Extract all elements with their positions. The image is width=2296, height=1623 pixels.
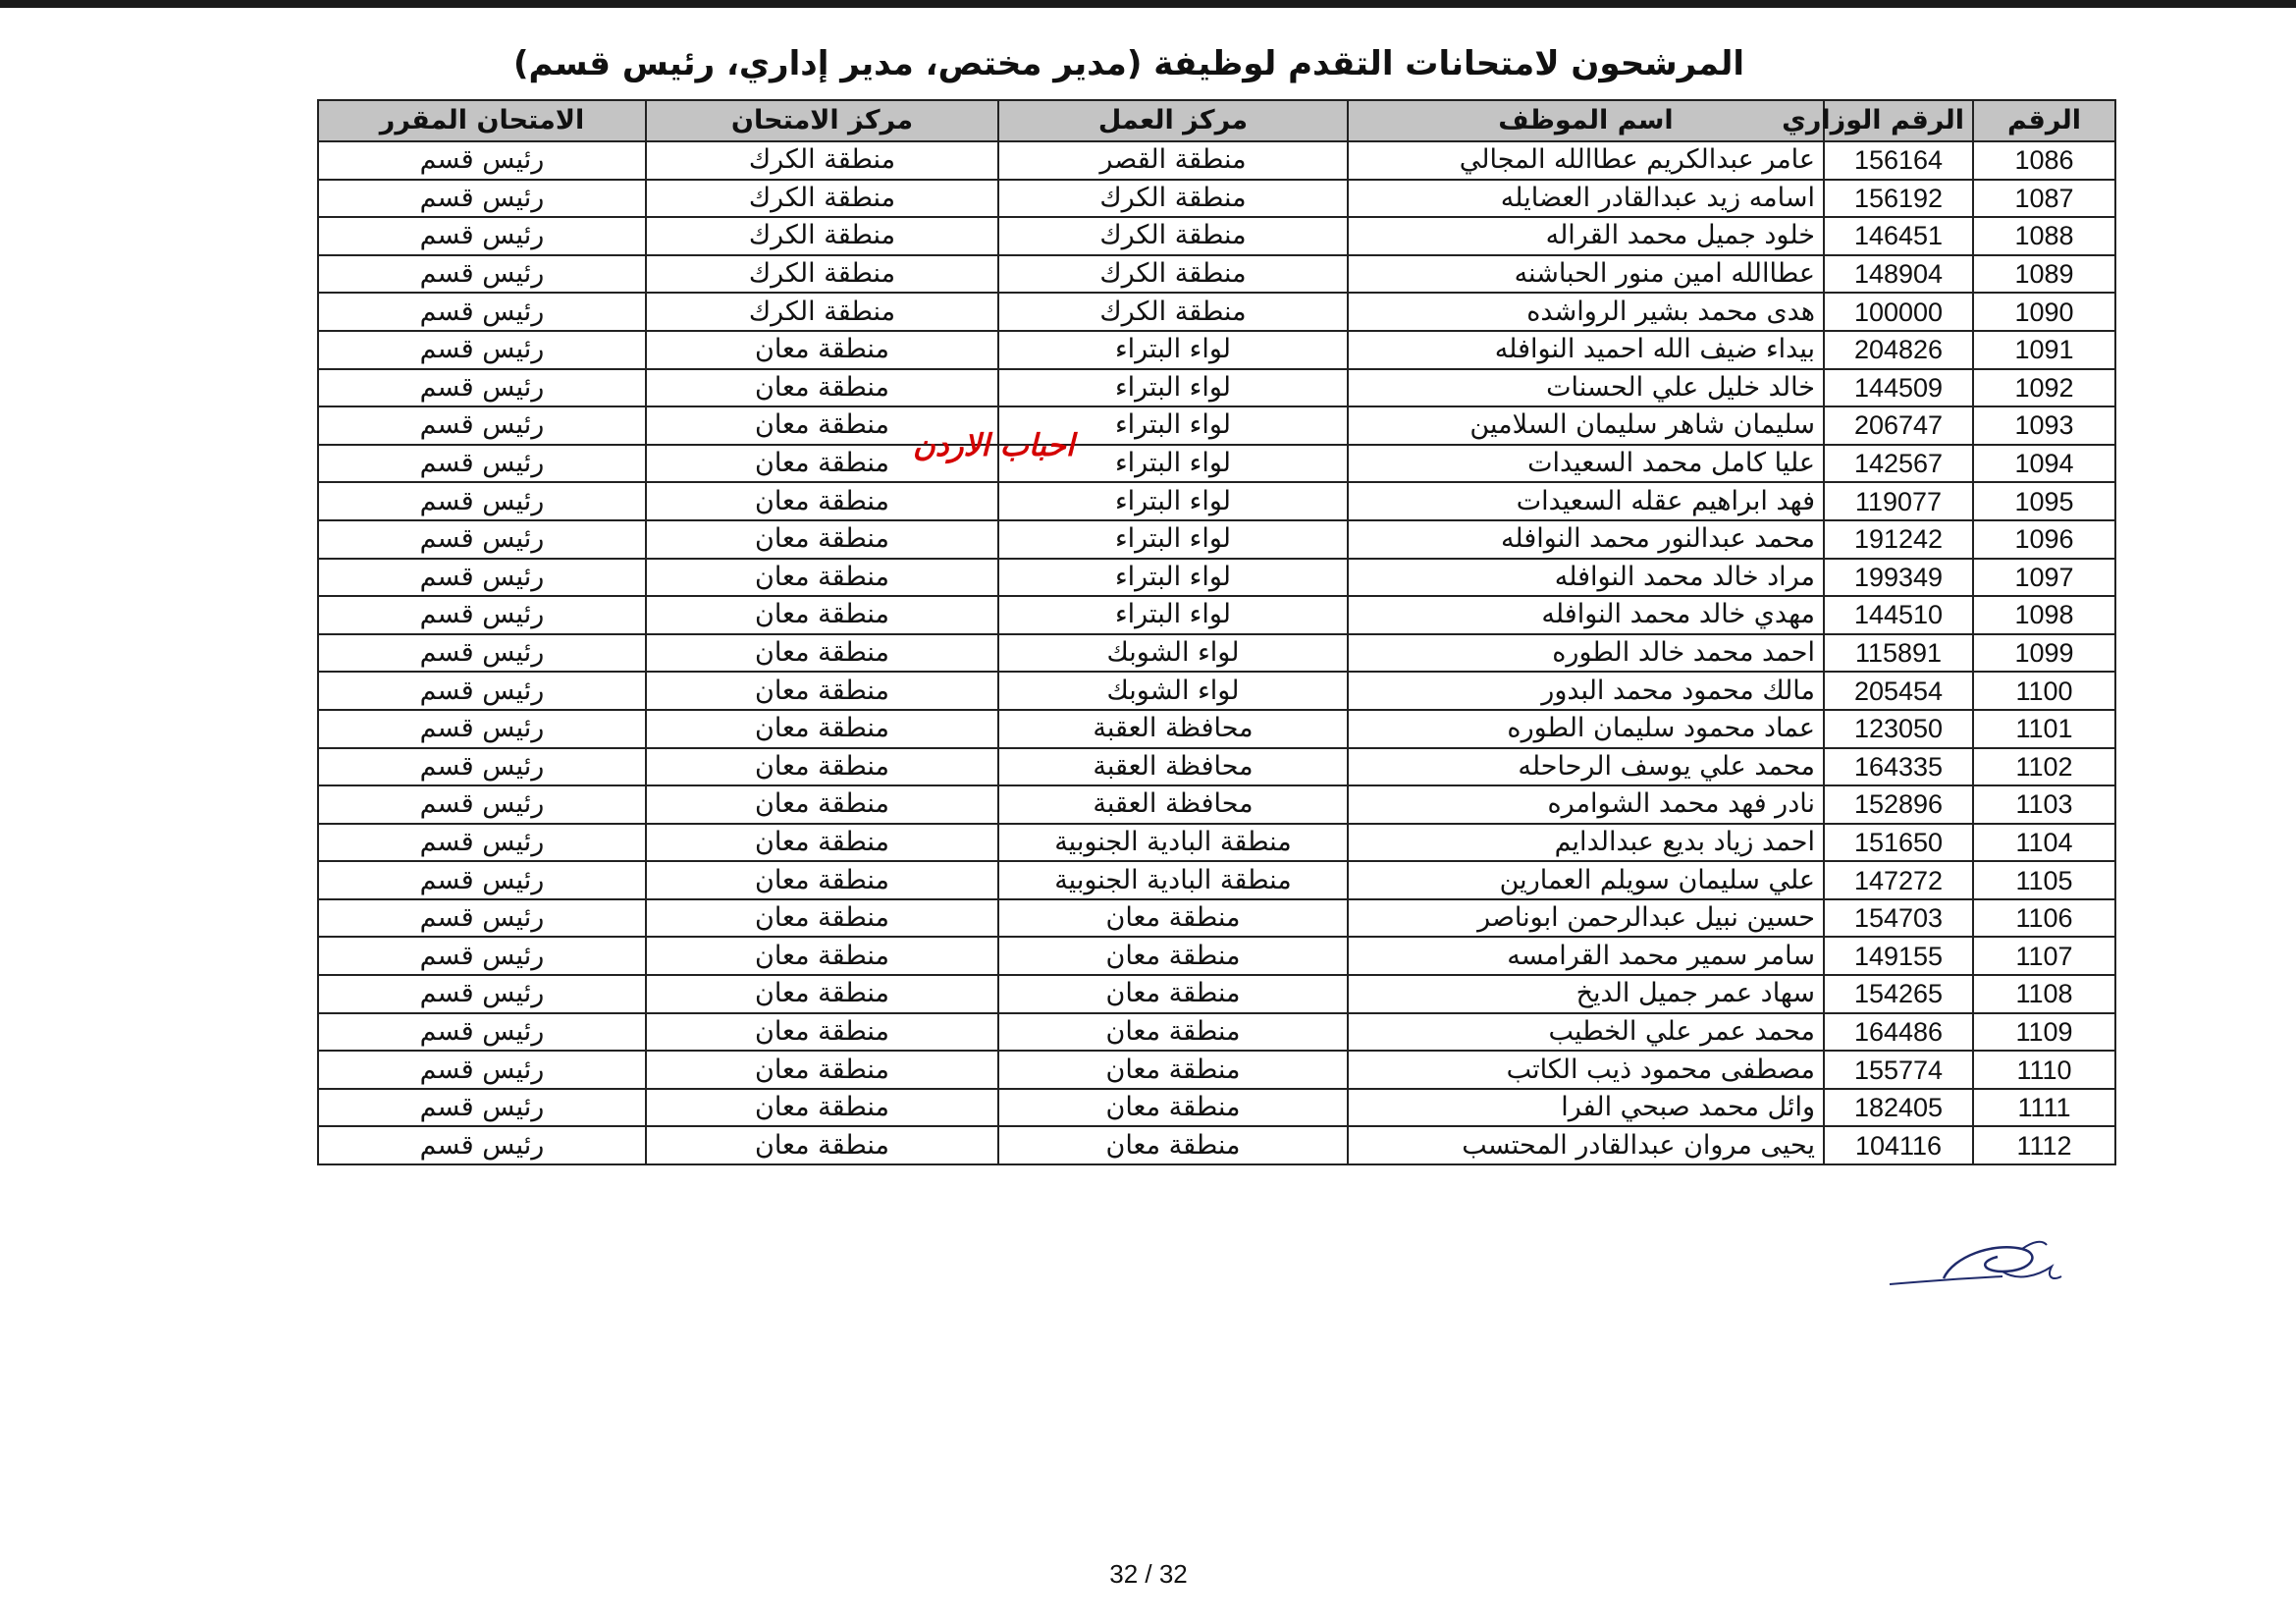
cell-employee-name: عطاالله امين منور الحباشنه [1348,255,1824,294]
cell-work-center: محافظة العقبة [998,785,1348,824]
cell-work-center: منطقة الكرك [998,217,1348,255]
cell-exam: رئيس قسم [318,180,646,218]
cell-exam-center: منطقة معان [646,596,998,634]
cell-work-center: منطقة البادية الجنوبية [998,861,1348,899]
cell-work-center: لواء البتراء [998,331,1348,369]
cell-work-center: لواء البتراء [998,596,1348,634]
cell-num: 1111 [1973,1089,2115,1127]
cell-work-center: منطقة الكرك [998,255,1348,294]
cell-num: 1092 [1973,369,2115,407]
cell-ministry-num: 115891 [1824,634,1973,673]
cell-num: 1091 [1973,331,2115,369]
cell-exam: رئيس قسم [318,899,646,938]
cell-exam-center: منطقة الكرك [646,180,998,218]
cell-employee-name: علي سليمان سويلم العمارين [1348,861,1824,899]
cell-work-center: منطقة معان [998,937,1348,975]
table-row [318,520,2115,559]
cell-num: 1103 [1973,785,2115,824]
cell-exam: رئيس قسم [318,559,646,597]
cell-exam: رئيس قسم [318,975,646,1013]
cell-num: 1108 [1973,975,2115,1013]
header-exam: الامتحان المقرر [318,100,646,141]
cell-employee-name: حسين نبيل عبدالرحمن ابوناصر [1348,899,1824,938]
cell-num: 1104 [1973,824,2115,862]
cell-exam: رئيس قسم [318,937,646,975]
cell-work-center: منطقة البادية الجنوبية [998,824,1348,862]
table-row [318,180,2115,218]
cell-employee-name: عامر عبدالكريم عطاالله المجالي [1348,141,1824,180]
cell-employee-name: فهد ابراهيم عقله السعيدات [1348,482,1824,520]
cell-exam: رئيس قسم [318,1126,646,1164]
cell-ministry-num: 123050 [1824,710,1973,748]
document-title: المرشحون لامتحانات التقدم لوظيفة (مدير مختص، مدير إداري، رئيس قسم) [512,44,1745,83]
cell-exam: رئيس قسم [318,520,646,559]
cell-exam-center: منطقة معان [646,1051,998,1089]
cell-exam: رئيس قسم [318,710,646,748]
header-num: الرقم [1973,100,2115,141]
cell-exam: رئيس قسم [318,861,646,899]
cell-employee-name: احمد محمد خالد الطوره [1348,634,1824,673]
cell-exam-center: منطقة معان [646,559,998,597]
table-row [318,1051,2115,1089]
cell-employee-name: محمد عمر علي الخطيب [1348,1013,1824,1052]
candidates-table-container [317,99,2114,1165]
table-row [318,445,2115,483]
cell-ministry-num: 206747 [1824,406,1973,445]
cell-exam: رئيس قسم [318,217,646,255]
header-ministry-num: الرقم الوزاري [1824,100,1973,141]
cell-ministry-num: 205454 [1824,672,1973,710]
cell-exam: رئيس قسم [318,596,646,634]
cell-ministry-num: 155774 [1824,1051,1973,1089]
cell-employee-name: يحيى مروان عبدالقادر المحتسب [1348,1126,1824,1164]
cell-exam-center: منطقة معان [646,634,998,673]
cell-exam: رئيس قسم [318,482,646,520]
cell-exam: رئيس قسم [318,634,646,673]
cell-exam: رئيس قسم [318,445,646,483]
cell-exam-center: منطقة معان [646,445,998,483]
table-body [318,141,2115,1164]
cell-exam-center: منطقة معان [646,1089,998,1127]
cell-num: 1097 [1973,559,2115,597]
cell-ministry-num: 119077 [1824,482,1973,520]
cell-ministry-num: 199349 [1824,559,1973,597]
cell-exam-center: منطقة معان [646,1126,998,1164]
cell-exam-center: منطقة معان [646,785,998,824]
cell-work-center: لواء البتراء [998,406,1348,445]
cell-ministry-num: 164486 [1824,1013,1973,1052]
table-row [318,217,2115,255]
cell-employee-name: خالد خليل علي الحسنات [1348,369,1824,407]
cell-exam-center: منطقة معان [646,520,998,559]
cell-num: 1096 [1973,520,2115,559]
cell-employee-name: سامر سمير محمد القرامسه [1348,937,1824,975]
table-row [318,824,2115,862]
cell-exam-center: منطقة معان [646,824,998,862]
table-row [318,710,2115,748]
cell-employee-name: محمد عبدالنور محمد النوافله [1348,520,1824,559]
cell-employee-name: مالك محمود محمد البدور [1348,672,1824,710]
cell-ministry-num: 144509 [1824,369,1973,407]
cell-ministry-num: 104116 [1824,1126,1973,1164]
cell-exam: رئيس قسم [318,406,646,445]
cell-num: 1094 [1973,445,2115,483]
cell-work-center: منطقة معان [998,1089,1348,1127]
cell-ministry-num: 147272 [1824,861,1973,899]
cell-work-center: لواء البتراء [998,445,1348,483]
cell-num: 1087 [1973,180,2115,218]
cell-employee-name: خلود جميل محمد القراله [1348,217,1824,255]
cell-num: 1110 [1973,1051,2115,1089]
cell-num: 1112 [1973,1126,2115,1164]
cell-exam-center: منطقة معان [646,672,998,710]
cell-work-center: لواء الشوبك [998,672,1348,710]
cell-ministry-num: 148904 [1824,255,1973,294]
cell-exam-center: منطقة معان [646,482,998,520]
cell-num: 1107 [1973,937,2115,975]
page-number: 32 / 32 [1109,1559,1188,1589]
cell-exam: رئيس قسم [318,748,646,786]
cell-ministry-num: 156164 [1824,141,1973,180]
cell-employee-name: وائل محمد صبحي الفرا [1348,1089,1824,1127]
cell-num: 1099 [1973,634,2115,673]
cell-exam-center: منطقة الكرك [646,217,998,255]
table-header-row [318,100,2115,141]
cell-ministry-num: 156192 [1824,180,1973,218]
cell-exam-center: منطقة معان [646,899,998,938]
cell-ministry-num: 100000 [1824,293,1973,331]
cell-work-center: محافظة العقبة [998,748,1348,786]
cell-employee-name: اسامه زيد عبدالقادر العضايله [1348,180,1824,218]
table-row [318,861,2115,899]
cell-ministry-num: 204826 [1824,331,1973,369]
cell-employee-name: هدى محمد بشير الرواشده [1348,293,1824,331]
cell-num: 1105 [1973,861,2115,899]
table-row [318,596,2115,634]
cell-work-center: منطقة القصر [998,141,1348,180]
cell-exam-center: منطقة معان [646,975,998,1013]
cell-ministry-num: 151650 [1824,824,1973,862]
cell-exam-center: منطقة معان [646,369,998,407]
cell-exam: رئيس قسم [318,369,646,407]
header-employee-name: اسم الموظف [1348,100,1824,141]
table-row [318,975,2115,1013]
cell-employee-name: مراد خالد محمد النوافله [1348,559,1824,597]
signature-image [1885,1227,2071,1306]
table-row [318,331,2115,369]
header-exam-center: مركز الامتحان [646,100,998,141]
cell-employee-name: نادر فهد محمد الشوامره [1348,785,1824,824]
cell-employee-name: محمد علي يوسف الرحاحله [1348,748,1824,786]
cell-work-center: لواء البتراء [998,520,1348,559]
table-row [318,1126,2115,1164]
cell-exam-center: منطقة معان [646,1013,998,1052]
table-row [318,141,2115,180]
cell-exam: رئيس قسم [318,1089,646,1127]
cell-work-center: منطقة الكرك [998,180,1348,218]
cell-ministry-num: 182405 [1824,1089,1973,1127]
cell-ministry-num: 154265 [1824,975,1973,1013]
cell-work-center: منطقة معان [998,1126,1348,1164]
cell-work-center: منطقة معان [998,975,1348,1013]
cell-exam: رئيس قسم [318,1051,646,1089]
cell-exam: رئيس قسم [318,672,646,710]
cell-employee-name: سهاد عمر جميل الديخ [1348,975,1824,1013]
header-work-center: مركز العمل [998,100,1348,141]
cell-num: 1101 [1973,710,2115,748]
cell-work-center: منطقة الكرك [998,293,1348,331]
cell-ministry-num: 142567 [1824,445,1973,483]
cell-employee-name: مصطفى محمود ذيب الكاتب [1348,1051,1824,1089]
watermark-text: احباب الاردن [913,428,1075,463]
cell-num: 1089 [1973,255,2115,294]
table-row [318,785,2115,824]
cell-exam-center: منطقة معان [646,748,998,786]
page-top-border [0,0,2296,8]
cell-ministry-num: 154703 [1824,899,1973,938]
cell-employee-name: سليمان شاهر سليمان السلامين [1348,406,1824,445]
cell-exam-center: منطقة معان [646,937,998,975]
table-row [318,1013,2115,1052]
cell-employee-name: احمد زياد بديع عبدالدايم [1348,824,1824,862]
table-row [318,369,2115,407]
table-row [318,559,2115,597]
cell-exam: رئيس قسم [318,1013,646,1052]
cell-work-center: لواء الشوبك [998,634,1348,673]
cell-num: 1093 [1973,406,2115,445]
cell-exam: رئيس قسم [318,331,646,369]
table-row [318,406,2115,445]
cell-exam-center: منطقة معان [646,406,998,445]
cell-employee-name: مهدي خالد محمد النوافله [1348,596,1824,634]
cell-work-center: منطقة معان [998,1013,1348,1052]
cell-exam: رئيس قسم [318,785,646,824]
cell-work-center: منطقة معان [998,1051,1348,1089]
cell-ministry-num: 146451 [1824,217,1973,255]
cell-num: 1102 [1973,748,2115,786]
table-row [318,1089,2115,1127]
candidates-table [317,99,2116,1165]
cell-work-center: لواء البتراء [998,482,1348,520]
cell-num: 1100 [1973,672,2115,710]
cell-num: 1098 [1973,596,2115,634]
table-row [318,255,2115,294]
cell-employee-name: عماد محمود سليمان الطوره [1348,710,1824,748]
cell-exam: رئيس قسم [318,141,646,180]
cell-exam-center: منطقة معان [646,331,998,369]
cell-exam: رئيس قسم [318,293,646,331]
cell-work-center: محافظة العقبة [998,710,1348,748]
table-row [318,293,2115,331]
cell-exam-center: منطقة الكرك [646,293,998,331]
cell-exam-center: منطقة الكرك [646,141,998,180]
cell-ministry-num: 149155 [1824,937,1973,975]
table-row [318,937,2115,975]
cell-num: 1095 [1973,482,2115,520]
cell-employee-name: بيداء ضيف الله احميد النوافله [1348,331,1824,369]
cell-exam: رئيس قسم [318,255,646,294]
table-row [318,634,2115,673]
cell-ministry-num: 164335 [1824,748,1973,786]
cell-ministry-num: 191242 [1824,520,1973,559]
cell-num: 1088 [1973,217,2115,255]
table-row [318,899,2115,938]
table-row [318,482,2115,520]
cell-num: 1106 [1973,899,2115,938]
cell-exam: رئيس قسم [318,824,646,862]
cell-num: 1086 [1973,141,2115,180]
cell-employee-name: عليا كامل محمد السعيدات [1348,445,1824,483]
cell-exam-center: منطقة معان [646,861,998,899]
cell-exam-center: منطقة معان [646,710,998,748]
cell-work-center: منطقة معان [998,899,1348,938]
cell-ministry-num: 144510 [1824,596,1973,634]
cell-work-center: لواء البتراء [998,559,1348,597]
cell-ministry-num: 152896 [1824,785,1973,824]
cell-work-center: لواء البتراء [998,369,1348,407]
table-row [318,748,2115,786]
cell-exam-center: منطقة الكرك [646,255,998,294]
cell-num: 1090 [1973,293,2115,331]
table-row [318,672,2115,710]
cell-num: 1109 [1973,1013,2115,1052]
